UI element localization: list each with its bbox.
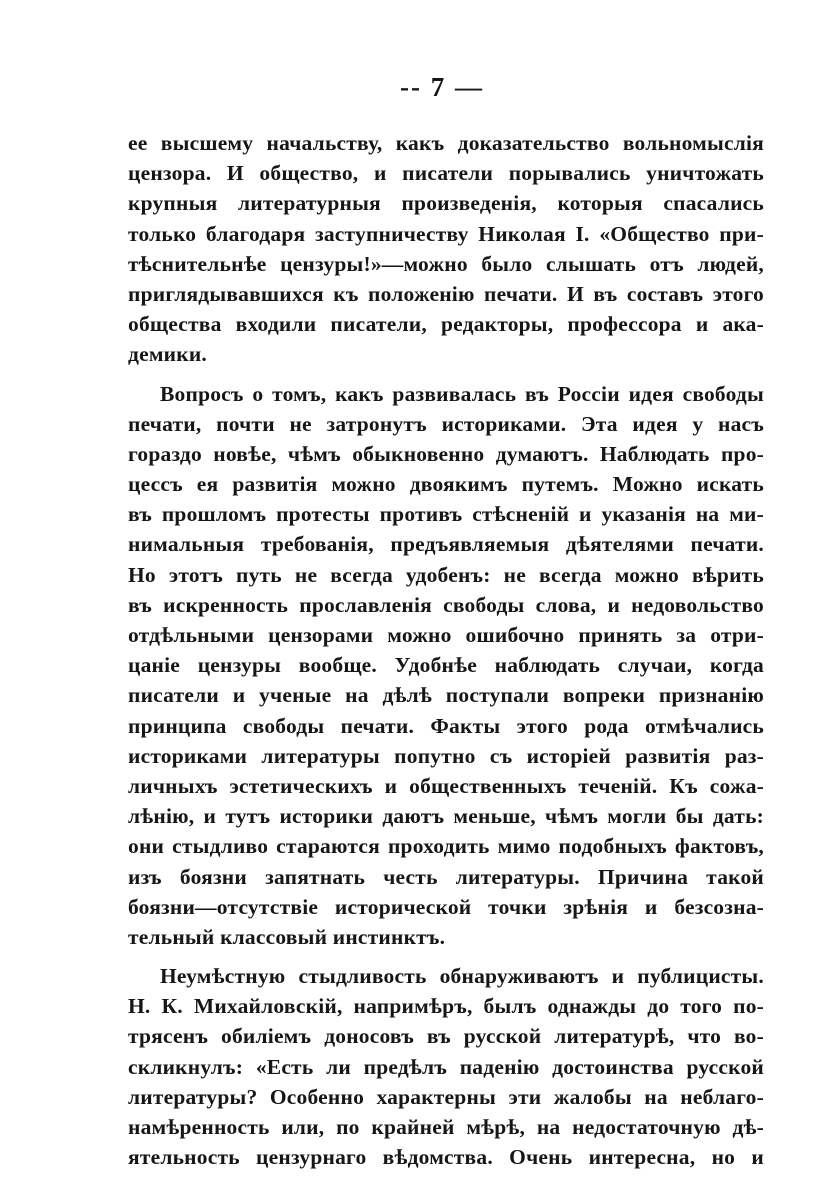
text-line: печати, почти не затронутъ историками. Эта идея у насъ — [128, 411, 764, 436]
text-line: Н. К. Михайловскій, напримѣръ, былъ однажды до того по- — [128, 994, 764, 1019]
text-line: отдѣльными цензорами можно ошибочно принять за отри- — [128, 623, 764, 647]
text-line: изъ боязни запятнать честь литературы. Причина такой — [128, 864, 764, 889]
text-line: въ искренность прославленія свободы слова, и недовольство — [128, 592, 764, 617]
text-line: только благодаря заступничеству Николая I. «Общество при- — [128, 221, 764, 246]
text-line: цаніе цензуры вообще. Удобнѣе наблюдать случаи, когда — [128, 653, 764, 678]
body-text — [128, 128, 764, 1181]
paragraph-1 — [128, 128, 764, 370]
text-line: демики. — [128, 342, 208, 367]
text-line: Вопросъ о томъ, какъ развивалась въ Россіи идея свободы — [160, 381, 764, 406]
paragraph-3 — [128, 961, 764, 1172]
text-line: писатели и ученые на дѣлѣ поступали вопреки признанію — [128, 683, 764, 708]
text-line: Но этотъ путь не всегда удобенъ: не всегда можно вѣрить — [128, 562, 764, 587]
text-line: ее высшему начальству, какъ доказательство вольномыслія — [128, 131, 764, 155]
text-line: тельный классовый инстинктъ. — [128, 924, 446, 949]
text-line: скликнулъ: «Есть ли предѣлъ паденію достоинства русской — [128, 1054, 764, 1079]
text-line: боязни—отсутствіе исторической точки зрѣнія и безсозна- — [128, 894, 764, 919]
text-line: историками литературы попутно съ исторіей развитія раз- — [128, 743, 764, 768]
text-line: намѣренность или, по крайней мѣрѣ, на недостаточную дѣ- — [128, 1115, 764, 1139]
text-line: личныхъ эстетическихъ и общественныхъ теченій. Къ сожа- — [128, 773, 764, 798]
text-line: приглядывавшихся къ положенію печати. И въ составъ этого — [128, 281, 764, 306]
text-line: крупныя литературныя произведенія, которыя спасались — [128, 191, 764, 216]
text-line: въ прошломъ протесты противъ стѣсненій и указанія на ми- — [128, 502, 764, 527]
text-line: они стыдливо стараются проходить мимо подобныхъ фактовъ, — [128, 834, 764, 859]
text-line: цензора. И общество, и писатели порывались уничтожать — [128, 161, 764, 186]
text-line: трясенъ обиліемъ доносовъ въ русской литературѣ, что во- — [128, 1024, 764, 1049]
paragraph-2 — [128, 379, 764, 953]
text-line: гораздо новѣе, чѣмъ обыкновенно думаютъ. Наблюдать про- — [128, 441, 764, 466]
text-line: принципа свободы печати. Факты этого рода отмѣчались — [128, 713, 764, 738]
text-line: литературы? Особенно характерны эти жалобы на неблаго- — [128, 1084, 764, 1109]
text-line: тѣснительнѣе цензуры!»—можно было слышать отъ людей, — [128, 251, 764, 276]
page-number: -- 7 — — [400, 72, 484, 102]
text-line: Неумѣстную стыдливость обнаруживаютъ и публицисты. — [160, 964, 764, 989]
text-line: цессъ ея развитія можно двоякимъ путемъ. Можно искать — [128, 472, 764, 497]
text-line: лѣнію, и тутъ историки даютъ меньше, чѣмъ могли бы дать: — [128, 804, 764, 829]
text-line: ятельность цензурнаго вѣдомства. Очень интересна, но и — [128, 1145, 764, 1170]
text-line: нимальныя требованія, предъявляемыя дѣятелями печати. — [128, 532, 764, 557]
text-line: общества входили писатели, редакторы, профессора и ака- — [128, 312, 764, 337]
